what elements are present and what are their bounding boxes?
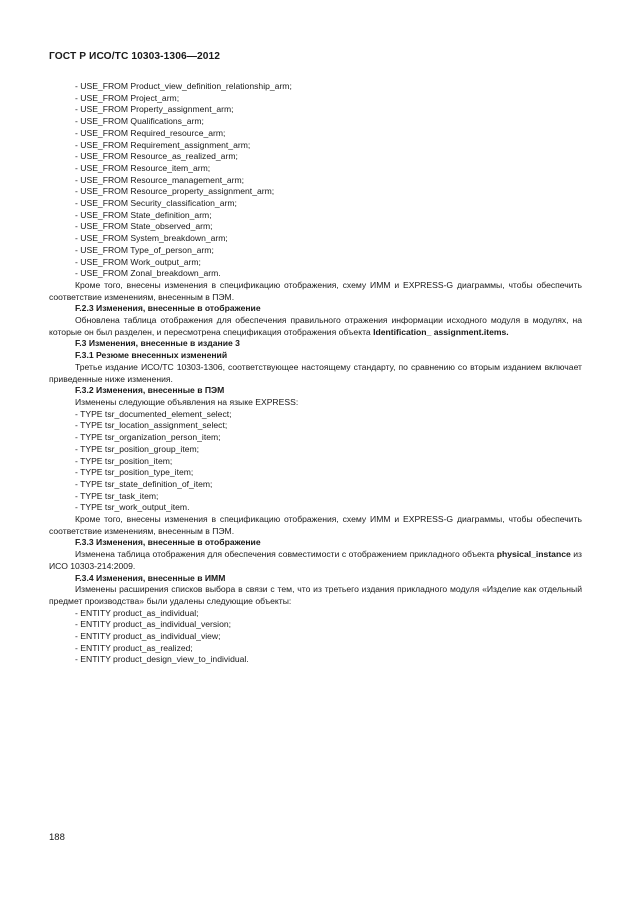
section-heading-f3: F.3 Изменения, внесенные в издание 3	[75, 338, 240, 349]
list-item: - USE_FROM Security_classification_arm;	[75, 198, 237, 209]
list-item: - ENTITY product_as_realized;	[75, 642, 193, 653]
list-item: - TYPE tsr_organization_person_item;	[75, 432, 221, 443]
list-item: - USE_FROM Resource_item_arm;	[75, 162, 211, 173]
list-item: - USE_FROM Qualifications_arm;	[75, 116, 204, 127]
list-item: - USE_FROM Requirement_assignment_arm;	[75, 139, 251, 150]
use-from-list	[49, 81, 582, 280]
entity-list	[49, 608, 582, 667]
list-item: - USE_FROM Required_resource_arm;	[75, 127, 226, 138]
paragraph-f34: Изменены расширения списков выбора в связи с тем, что из третьего издания прикладного модуля «Изделие как отдельный предмет производства» были удалены следующие объекты:	[49, 584, 582, 606]
paragraph-f23-text: Обновлена таблица отображения для обеспечения правильного отражения информации исходного модуля в модулях, на которые он был разделен, и пересмотрена спецификация отображения объекта	[49, 315, 582, 337]
document-header: ГОСТ Р ИСО/ТС 10303-1306—2012	[49, 51, 221, 62]
list-item: - TYPE tsr_state_definition_of_item;	[75, 478, 213, 489]
list-item: - TYPE tsr_position_group_item;	[75, 443, 200, 454]
list-item: - ENTITY product_as_individual_version;	[75, 619, 232, 630]
list-item: - ENTITY product_design_view_to_individual.	[75, 654, 249, 665]
document-body	[49, 81, 582, 666]
paragraph-f23-bold: Identification_ assignment.items.	[373, 326, 509, 337]
list-item: - TYPE tsr_location_assignment_select;	[75, 420, 228, 431]
page-number: 188	[49, 832, 65, 843]
paragraph-f32-end: Кроме того, внесены изменения в спецификацию отображения, схему ИММ и EXPRESS-G диаграммы, чтобы обеспечить соответствие изменениям, внесенным в ПЭМ.	[49, 514, 582, 536]
list-item: - USE_FROM Product_view_definition_relationship_arm;	[75, 81, 292, 91]
paragraph-f33	[49, 549, 582, 572]
list-item: - USE_FROM Project_arm;	[75, 92, 180, 103]
list-item: - USE_FROM Property_assignment_arm;	[75, 104, 234, 115]
list-item: - ENTITY product_as_individual;	[75, 607, 199, 618]
list-item: - USE_FROM Zonal_breakdown_arm.	[75, 268, 221, 279]
list-item: - TYPE tsr_documented_element_select;	[75, 408, 232, 419]
paragraph-f33-text: Изменена таблица отображения для обеспечения совместимости с отображением прикладного объекта	[75, 549, 497, 560]
section-heading-f34: F.3.4 Изменения, внесенные в ИММ	[75, 572, 226, 583]
list-item: - USE_FROM Resource_property_assignment_arm;	[75, 186, 275, 197]
list-item: - TYPE tsr_task_item;	[75, 490, 159, 501]
list-item: - USE_FROM State_observed_arm;	[75, 221, 213, 232]
type-list	[49, 409, 582, 514]
list-item: - USE_FROM Resource_management_arm;	[75, 174, 245, 185]
list-item: - ENTITY product_as_individual_view;	[75, 631, 221, 642]
list-item: - TYPE tsr_position_item;	[75, 455, 173, 466]
list-item: - USE_FROM Type_of_person_arm;	[75, 244, 214, 255]
paragraph-f31: Третье издание ИСО/ТС 10303-1306, соответствующее настоящему стандарту, по сравнению со вторым изданием включает приведенные ниже изменения.	[49, 361, 582, 384]
section-heading-f33: F.3.3 Изменения, внесенные в отображение	[75, 537, 261, 548]
paragraph-f33-bold: physical_instance	[496, 549, 571, 560]
paragraph-f32: Изменены следующие объявления на языке EXPRESS:	[75, 396, 299, 407]
paragraph-f33-tail: из ИСО 10303-214:2009.	[49, 549, 583, 571]
section-heading-f23: F.2.3 Изменения, внесенные в отображение	[75, 303, 261, 314]
list-item: - USE_FROM Resource_as_realized_arm;	[75, 151, 238, 162]
list-item: - USE_FROM System_breakdown_arm;	[75, 233, 228, 244]
paragraph-mapping-changes: Кроме того, внесены изменения в спецификацию отображения, схему ИММ и EXPRESS-G диаграммы, чтобы обеспечить соответствие изменениям, внесенным в ПЭМ.	[49, 279, 582, 302]
list-item: - USE_FROM State_definition_arm;	[75, 209, 212, 220]
list-item: - USE_FROM Work_output_arm;	[75, 256, 201, 267]
list-item: - TYPE tsr_work_output_item.	[75, 502, 190, 513]
list-item: - TYPE tsr_position_type_item;	[75, 467, 194, 478]
section-heading-f31: F.3.1 Резюме внесенных изменений	[75, 350, 228, 361]
paragraph-f23	[49, 315, 582, 338]
section-heading-f32: F.3.2 Изменения, внесенные в ПЭМ	[75, 385, 225, 396]
